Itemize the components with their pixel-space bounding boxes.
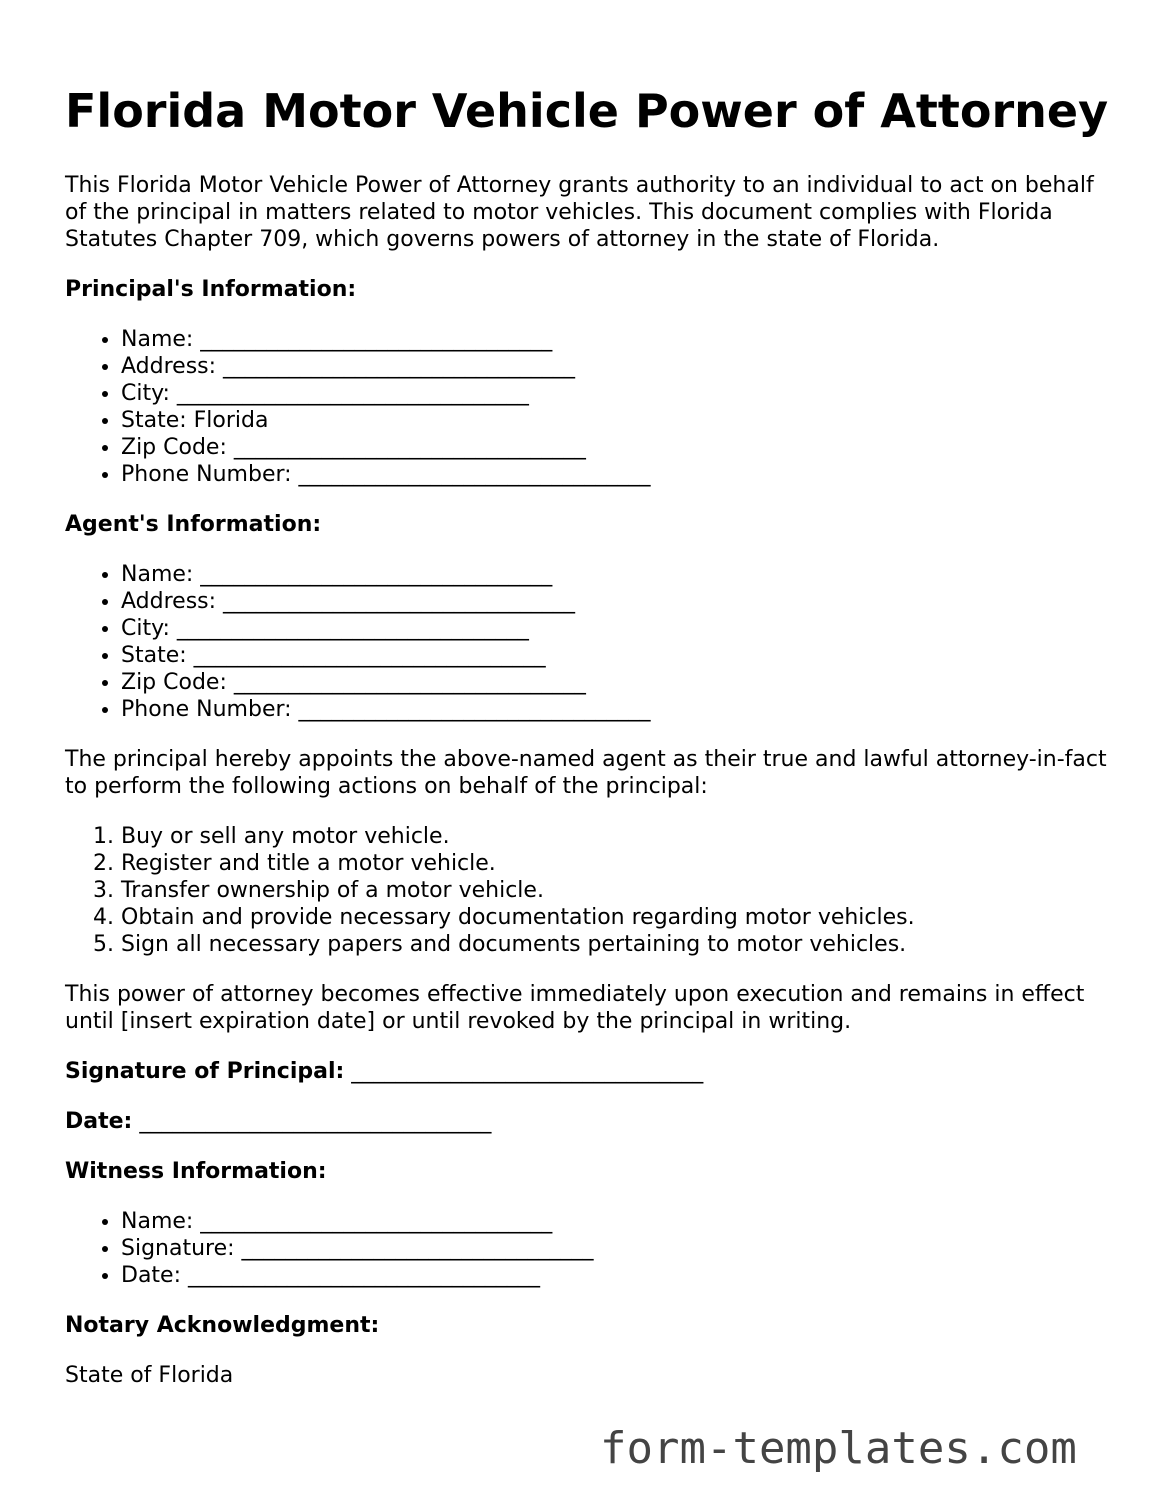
signature-label: Signature of Principal:: [65, 1059, 345, 1084]
date-line: [65, 1108, 1115, 1135]
agent-heading: Agent's Information:: [65, 512, 322, 537]
agent-name-field: • Name: ________________________________: [121, 561, 1115, 588]
witness-info-list: [65, 1208, 1115, 1289]
witness-heading: Witness Information:: [65, 1159, 327, 1184]
witness-name-field: • Name: ________________________________: [121, 1208, 1115, 1235]
action-item: 5. Sign all necessary papers and documents pertaining to motor vehicles.: [121, 931, 1115, 958]
actions-list: [65, 823, 1115, 958]
date-label: Date:: [65, 1109, 133, 1134]
site-watermark: form-templates.com: [600, 1423, 1077, 1474]
agent-phone-field: • Phone Number: ________________________________: [121, 696, 1115, 723]
principal-name-field: • Name: ________________________________: [121, 326, 1115, 353]
notary-state: State of Florida: [65, 1363, 234, 1388]
agent-info-list: [65, 561, 1115, 723]
principal-info-list: [65, 326, 1115, 488]
signature-blank: ________________________________: [344, 1059, 704, 1084]
agent-address-field: • Address: ________________________________: [121, 588, 1115, 615]
agent-state-field: • State: ________________________________: [121, 642, 1115, 669]
principal-heading: Principal's Information:: [65, 277, 357, 302]
action-item: 4. Obtain and provide necessary documentation regarding motor vehicles.: [121, 904, 1115, 931]
principal-phone-field: • Phone Number: ________________________________: [121, 461, 1115, 488]
document-title: Florida Motor Vehicle Power of Attorney: [65, 84, 1109, 138]
witness-date-field: • Date: ________________________________: [121, 1262, 1115, 1289]
appointment-paragraph: The principal hereby appoints the above-named agent as their true and lawful attorney-in-fact to perform the following actions on behalf of the principal:: [65, 747, 1107, 799]
document-page: [65, 84, 1115, 1412]
date-blank: ________________________________: [132, 1109, 492, 1134]
agent-zip-field: • Zip Code: ________________________________: [121, 669, 1115, 696]
action-item: 1. Buy or sell any motor vehicle.: [121, 823, 1115, 850]
witness-signature-field: • Signature: ________________________________: [121, 1235, 1115, 1262]
principal-signature-line: [65, 1058, 1115, 1085]
principal-address-field: • Address: ________________________________: [121, 353, 1115, 380]
agent-city-field: • City: ________________________________: [121, 615, 1115, 642]
action-item: 2. Register and title a motor vehicle.: [121, 850, 1115, 877]
effective-paragraph: This power of attorney becomes effective immediately upon execution and remains in effect until [insert expiration date] or until revoked by the principal in writing.: [65, 982, 1085, 1034]
principal-zip-field: • Zip Code: ________________________________: [121, 434, 1115, 461]
action-item: 3. Transfer ownership of a motor vehicle.: [121, 877, 1115, 904]
principal-state-field: • State: Florida: [121, 407, 1115, 434]
notary-heading: Notary Acknowledgment:: [65, 1313, 380, 1338]
intro-paragraph: This Florida Motor Vehicle Power of Attorney grants authority to an individual to act on behalf of the principal in matters related to motor vehicles. This document complies with Florida Statutes Chapter 709, which governs powers of attorney in the state of Florida.: [65, 173, 1094, 252]
principal-city-field: • City: ________________________________: [121, 380, 1115, 407]
